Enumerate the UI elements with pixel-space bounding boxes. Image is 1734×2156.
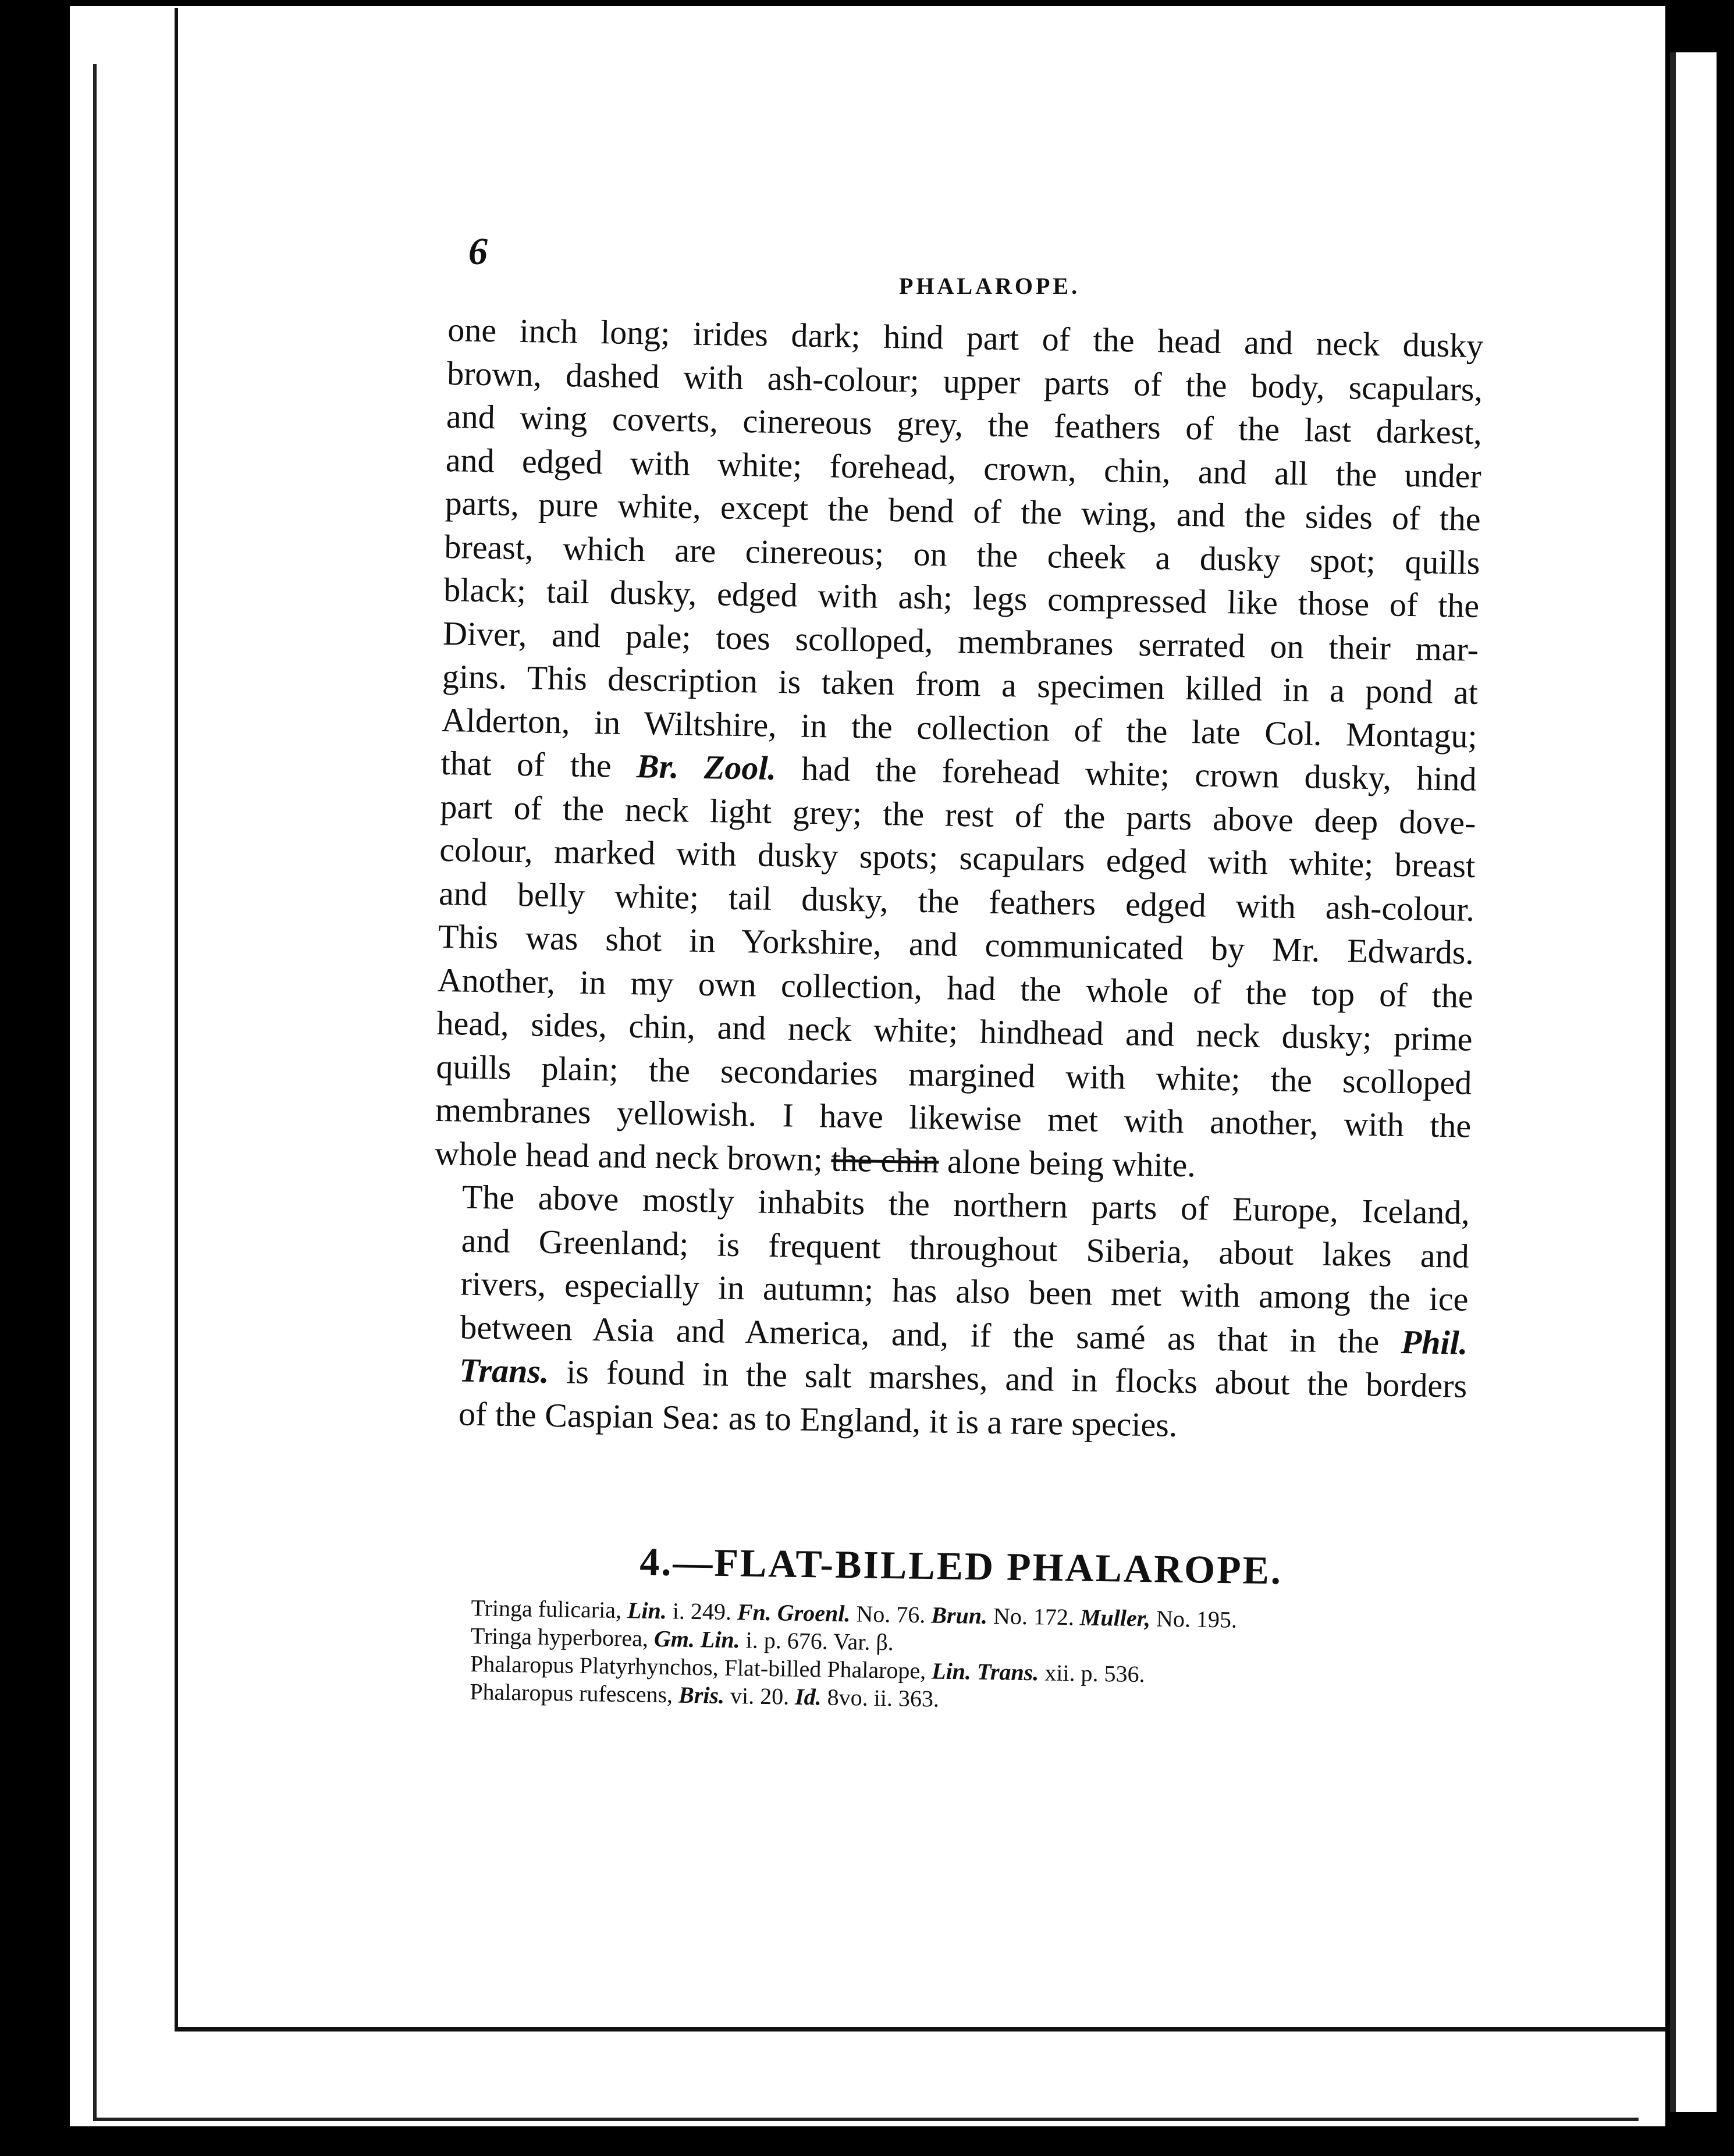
text-line: The above mostly inhabits the northern parts of Europe, Iceland, <box>461 1177 1470 1232</box>
text-fragment: i. p. 676. Var. β. <box>740 1627 894 1656</box>
facing-page-strip <box>1670 52 1717 2112</box>
text-line: of the Caspian Sea: as to England, it is a rare species. <box>458 1394 1178 1444</box>
text-line: rivers, especially in autumn; has also been met with among the ice <box>460 1264 1469 1318</box>
citation: Lin. <box>627 1597 667 1624</box>
text-line: parts, pure white, except the bend of the wing, and the sides of the <box>445 483 1481 538</box>
text-fragment: whole head and neck brown; <box>434 1134 832 1179</box>
citation: Muller, <box>1079 1604 1151 1632</box>
text-fragment: Tringa hyperborea, <box>470 1622 655 1652</box>
scan-border-bottom <box>0 2126 1734 2156</box>
text-fragment: No. 195. <box>1150 1605 1238 1633</box>
text-line: gins. This description is taken from a specimen killed in a pond at <box>442 657 1479 711</box>
citation-trans: Trans. <box>459 1351 550 1390</box>
text-line: brown, dashed with ash-colour; upper parts of the body, scapulars, <box>446 354 1483 408</box>
scan-border-left <box>0 0 70 2156</box>
citation-br-zool: Br. Zool. <box>636 747 777 787</box>
page-number: 6 <box>468 230 488 273</box>
text-line: colour, marked with dusky spots; scapulars edged with white; breast <box>439 830 1476 885</box>
citation: Brun. <box>930 1602 988 1629</box>
text-fragment: Phalaropus rufescens, <box>470 1678 679 1708</box>
text-fragment: vi. 20. <box>724 1682 795 1710</box>
text-line: black; tail dusky, edged with ash; legs compressed like those of the <box>443 570 1480 625</box>
running-head: PHALAROPE. <box>899 273 1081 299</box>
text-line: Another, in my own collection, had the whole of the top of the <box>437 960 1474 1015</box>
text-line: and edged with white; forehead, crown, chin, and all the under <box>445 440 1482 495</box>
paragraph-habitat <box>431 1175 1470 1451</box>
text-fragment: No. 172. <box>987 1602 1081 1631</box>
text-line: membranes yellowish. I have likewise met with another, with the <box>435 1090 1472 1145</box>
text-line: This was shot in Yorkshire, and communicated by Mr. Edwards. <box>438 917 1474 972</box>
text-line: quills plain; the secondaries margined with white; the scolloped <box>436 1047 1472 1102</box>
text-line: breast, which are cinereous; on the cheek a dusky spot; quills <box>444 527 1480 582</box>
text-fragment: 8vo. ii. 363. <box>821 1684 940 1712</box>
citation: Fn. Groenl. <box>737 1599 851 1627</box>
citation: Lin. Trans. <box>931 1657 1039 1686</box>
scan-border-top <box>0 0 1734 6</box>
text-line: and Greenland; is frequent throughout Siberia, about lakes and <box>461 1221 1470 1275</box>
text-fragment: Tringa fulicaria, <box>471 1594 628 1624</box>
citation-phil: Phil. <box>1401 1322 1468 1362</box>
text-fragment: that of the <box>440 743 637 785</box>
text-fragment: between Asia and America, and, if the samé as that in the <box>459 1308 1402 1361</box>
citation: Bris. <box>678 1681 725 1709</box>
text-fragment: i. 249. <box>666 1598 738 1625</box>
text-line: one inch long; irides dark; hind part of the head and neck dusky <box>447 310 1484 365</box>
text-line: Diver, and pale; toes scolloped, membranes serrated on their mar- <box>442 614 1479 668</box>
section-heading: 4.—FLAT-BILLED PHALAROPE. <box>639 1539 1283 1593</box>
text-line: head, sides, chin, and neck white; hindhead and neck dusky; prime <box>436 1004 1473 1058</box>
synonymy-list <box>470 1594 1449 1721</box>
text-fragment: had the forehead white; crown dusky, hind <box>776 749 1477 798</box>
text-line: and belly white; tail dusky, the feathers edged with ash-colour. <box>438 874 1475 928</box>
text-line: and wing coverts, cinereous grey, the feathers of the last darkest, <box>446 397 1483 451</box>
body-text <box>431 308 1484 1451</box>
text-line: part of the neck light grey; the rest of the parts above deep dove- <box>440 787 1476 842</box>
citation: Id. <box>794 1683 822 1710</box>
text-fragment: No. 76. <box>850 1600 932 1628</box>
text-line: Alderton, in Wiltshire, in the collection of the late Col. Montagu; <box>441 700 1478 755</box>
citation: Gm. Lin. <box>653 1625 741 1653</box>
text-fragment: xii. p. 536. <box>1038 1659 1145 1688</box>
text-fragment: alone being white. <box>939 1141 1196 1184</box>
paragraph-description <box>435 308 1484 1191</box>
struck-text: the chin <box>830 1140 940 1180</box>
text-fragment: Phalaropus Platyrhynchos, Flat-billed Phalarope, <box>470 1650 932 1684</box>
text-fragment: is found in the salt marshes, and in flocks about the borders <box>548 1352 1467 1405</box>
